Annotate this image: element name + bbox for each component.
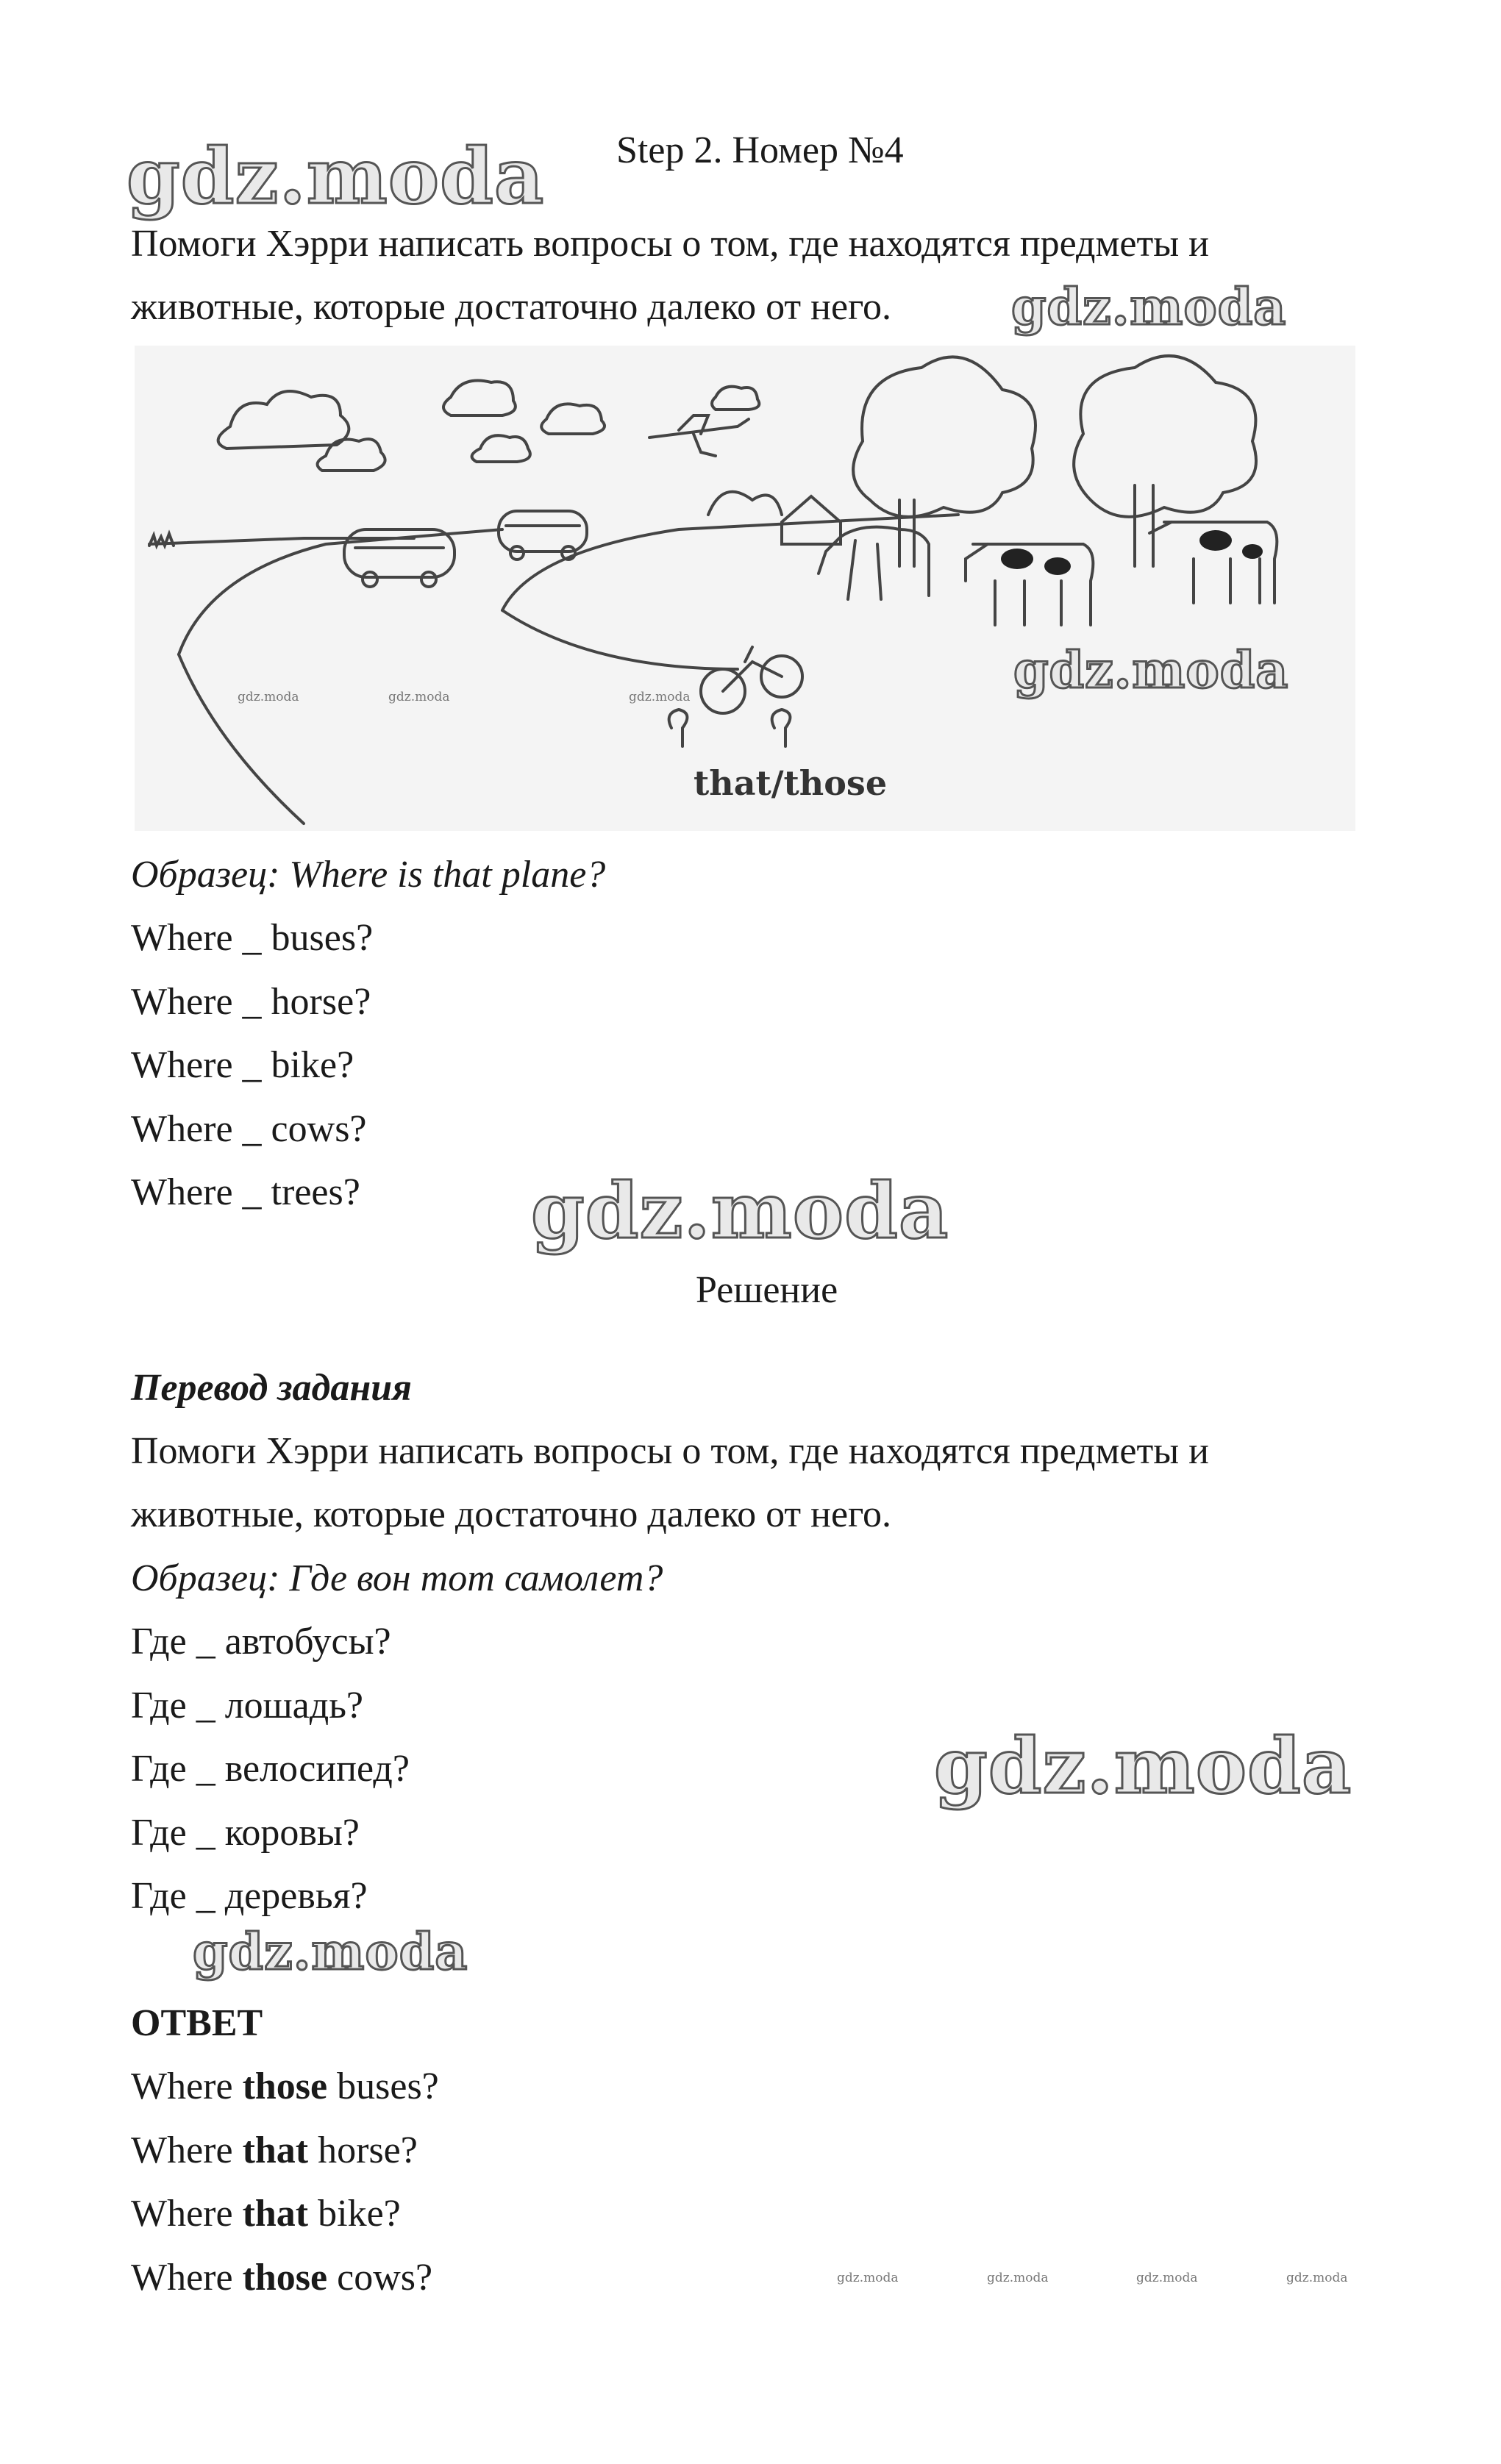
task-illustration bbox=[135, 346, 1355, 831]
watermark-small: gdz.moda bbox=[238, 690, 299, 704]
answer-prefix: Where bbox=[131, 2193, 243, 2235]
watermark-logo: gdz.moda bbox=[126, 131, 545, 221]
answer-item bbox=[131, 2065, 439, 2109]
watermark-logo: gdz.moda bbox=[934, 1721, 1352, 1811]
translated-question: Где _ велосипед? bbox=[131, 1748, 410, 1790]
translated-question: Где _ деревья? bbox=[131, 1875, 368, 1917]
answer-item bbox=[131, 2192, 401, 2236]
watermark-small: gdz.moda bbox=[837, 2271, 899, 2285]
answer-item bbox=[131, 2129, 418, 2173]
question-item: Where _ bike? bbox=[131, 1044, 354, 1086]
answer-word: that bbox=[242, 2193, 309, 2235]
answer-prefix: Where bbox=[131, 2257, 243, 2299]
translated-question: Где _ коровы? bbox=[131, 1812, 360, 1854]
watermark-logo: gdz.moda bbox=[1011, 278, 1287, 337]
answer-word: those bbox=[242, 2257, 328, 2299]
question-item: Where _ cows? bbox=[131, 1108, 367, 1150]
watermark-small: gdz.moda bbox=[1136, 2271, 1198, 2285]
translated-question: Где _ лошадь? bbox=[131, 1685, 364, 1726]
task-text-line-2: животные, которые достаточно далеко от него. bbox=[131, 286, 892, 328]
page-title: Step 2. Номер №4 bbox=[616, 129, 904, 171]
translation-heading: Перевод задания bbox=[131, 1367, 412, 1409]
watermark-small: gdz.moda bbox=[1286, 2271, 1348, 2285]
picture-caption: that/those bbox=[694, 763, 888, 803]
translation-example: Образец: Где вон тот самолет? bbox=[131, 1557, 663, 1599]
question-item: Where _ buses? bbox=[131, 917, 374, 959]
solution-label: Решение bbox=[696, 1269, 838, 1311]
answer-suffix: buses? bbox=[327, 2065, 439, 2107]
answer-suffix: horse? bbox=[308, 2129, 418, 2171]
answer-prefix: Where bbox=[131, 2065, 243, 2107]
question-item: Where _ horse? bbox=[131, 981, 371, 1023]
answer-word: that bbox=[242, 2129, 309, 2171]
watermark-small: gdz.moda bbox=[987, 2271, 1049, 2285]
answer-item bbox=[131, 2256, 432, 2300]
answer-suffix: cows? bbox=[327, 2257, 433, 2299]
task-example: Образец: Where is that plane? bbox=[131, 854, 606, 896]
answer-prefix: Where bbox=[131, 2129, 243, 2171]
answer-heading: ОТВЕТ bbox=[131, 2002, 263, 2044]
task-text-line-1: Помоги Хэрри написать вопросы о том, где находятся предметы и bbox=[131, 223, 1209, 265]
watermark-logo: gdz.moda bbox=[193, 1923, 468, 1982]
watermark-logo: gdz.moda bbox=[1013, 641, 1289, 700]
watermark-logo: gdz.moda bbox=[531, 1165, 949, 1256]
translated-question: Где _ автобусы? bbox=[131, 1621, 391, 1663]
watermark-small: gdz.moda bbox=[629, 690, 691, 704]
translation-line-2: животные, которые достаточно далеко от него. bbox=[131, 1493, 892, 1535]
question-item: Where _ trees? bbox=[131, 1171, 360, 1213]
translation-line-1: Помоги Хэрри написать вопросы о том, где находятся предметы и bbox=[131, 1430, 1209, 1472]
answer-word: those bbox=[242, 2065, 328, 2107]
watermark-small: gdz.moda bbox=[388, 690, 450, 704]
answer-suffix: bike? bbox=[308, 2193, 401, 2235]
